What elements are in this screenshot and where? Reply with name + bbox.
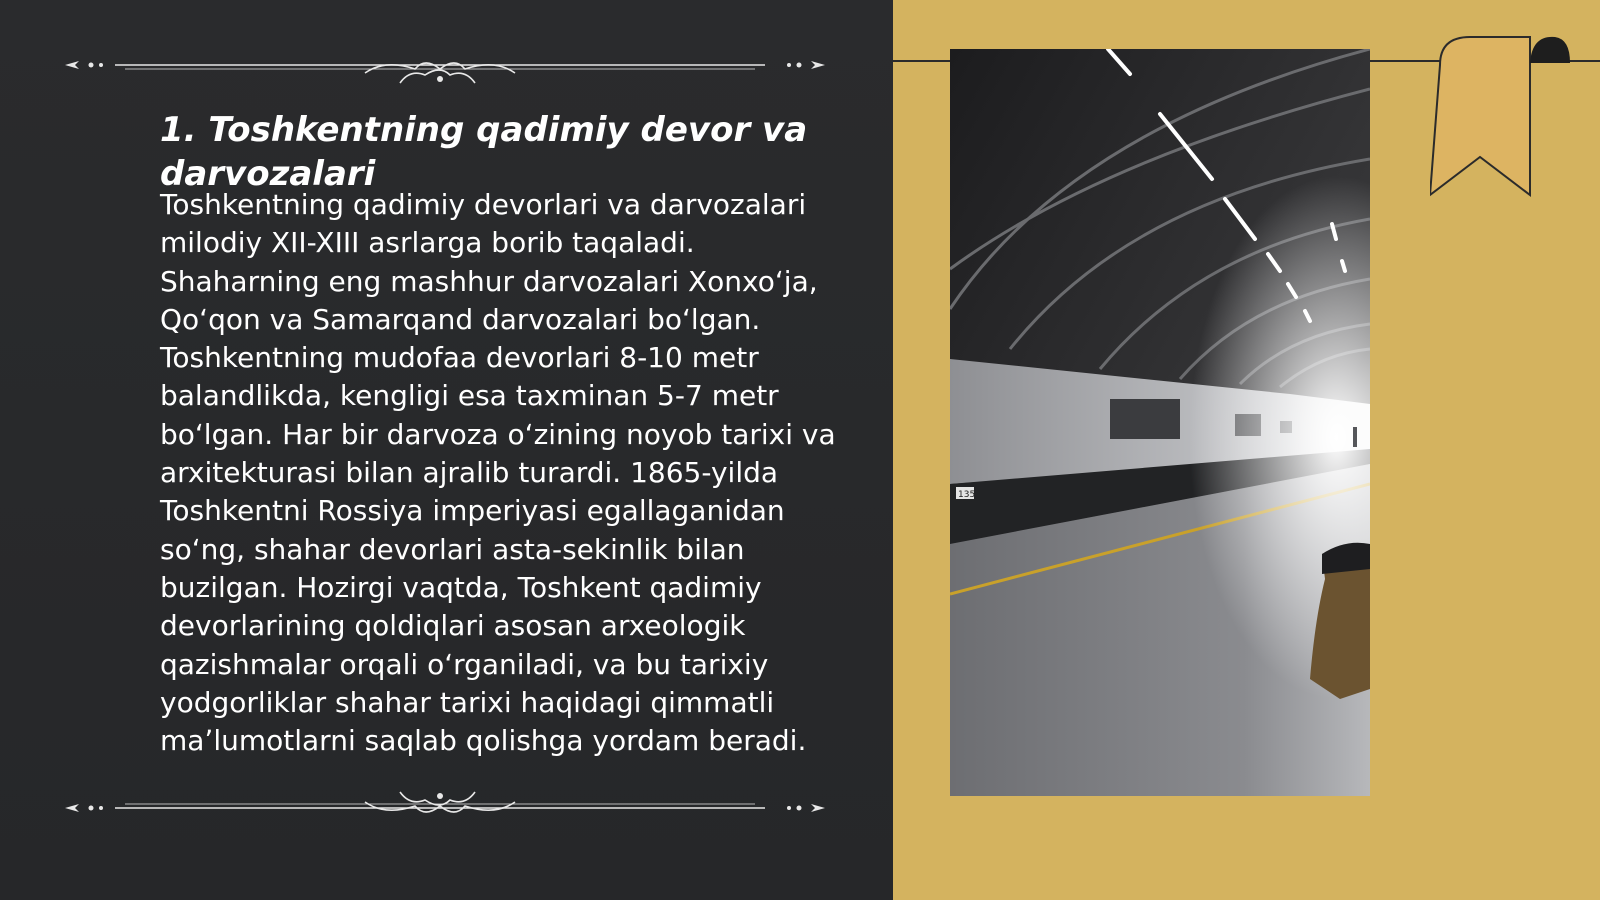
tunnel-platform-photo [950,49,1370,796]
ornament-top-icon [65,45,825,85]
slide-body-text: Toshkentning qadimiy devorlari va darvozalari milodiy XII-XIII asrlarga borib taqaladi. Shaharning eng mashhur darvozalari Xonxoʻja, Qoʻqon va Samarqand darvozalari boʻlgan. Toshkentning mudofaa devorlari 8-10 metr balandlikda, kengligi esa taxminan 5-7 metr boʻlgan. Har bir darvoza oʻzining noyob tarixi va arxitekturasi bilan ajralib turardi. 1865-yilda Toshkentni Rossiya imperiyasi egallaganidan soʻng, shahar devorlari asta-sekinlik bilan buzilgan. Hozirgi vaqtda, Toshkent qadimiy devorlarining qoldiqlari asosan arxeologik qazishmalar orqali oʻrganiladi, va bu tarixiy yodgorliklar shahar tarixi haqidagi qimmatli maʼlumotlarni saqlab qolishga yordam beradi. [160,188,836,758]
ornament-bottom-icon [65,788,825,828]
slide-title: 1. Toshkentning qadimiy devor va darvozalari [160,110,808,194]
bookmark-icon [1430,35,1570,200]
